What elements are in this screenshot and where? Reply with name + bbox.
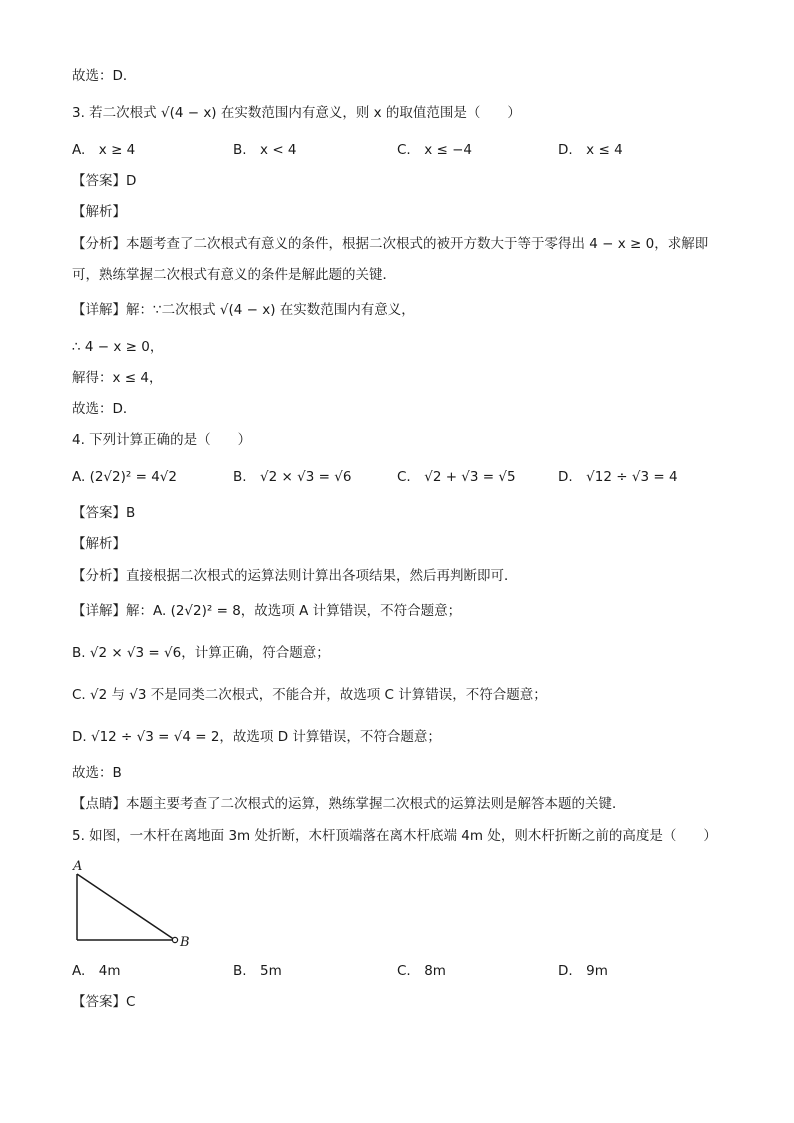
solution-text: 【详解】解：A. (2√2)² = 8，故选项 A 计算错误，不符合题意； xyxy=(72,603,462,619)
question-3: 3. 若二次根式 √(4 − x) 在实数范围内有意义，则 x 的取值范围是（ ） xyxy=(72,105,521,121)
q3-option-c: C. x ≤ −4 xyxy=(397,142,473,158)
analysis-text: 【分析】本题考查了二次根式有意义的条件，根据二次根式的被开方数大于等于零得出 4 − x ≥ 0，求解即 xyxy=(72,236,709,252)
analysis-heading: 【解析】 xyxy=(72,536,126,552)
answer-line: 【答案】B xyxy=(72,505,136,521)
q5-option-b: B. 5m xyxy=(233,963,282,979)
triangle-figure xyxy=(68,858,208,952)
analysis-heading: 【解析】 xyxy=(72,204,126,220)
q3-option-b: B. x < 4 xyxy=(233,142,297,158)
q3-option-d: D. x ≤ 4 xyxy=(558,142,623,158)
solution-text: 故选：B xyxy=(72,765,122,781)
q4-option-c: C. √2 + √3 = √5 xyxy=(397,469,516,485)
answer-line: 【答案】D xyxy=(72,173,137,189)
q3-option-a: A. x ≥ 4 xyxy=(72,142,136,158)
q5-option-a: A. 4m xyxy=(72,963,121,979)
solution-text: D. √12 ÷ √3 = √4 = 2，故选项 D 计算错误，不符合题意； xyxy=(72,729,441,745)
label-a: A xyxy=(73,859,83,874)
solution-text: 解得：x ≤ 4， xyxy=(72,370,163,386)
q4-option-a: A. (2√2)² = 4√2 xyxy=(72,469,177,485)
q5-option-c: C. 8m xyxy=(397,963,446,979)
question-5: 5. 如图，一木杆在离地面 3m 处折断，木杆顶端落在离木杆底端 4m 处，则木杆折断之前的高度是（ ） xyxy=(72,828,717,844)
solution-text: B. √2 × √3 = √6，计算正确，符合题意； xyxy=(72,645,330,661)
comment-text: 【点睛】本题主要考查了二次根式的运算，熟练掌握二次根式的运算法则是解答本题的关键． xyxy=(72,796,626,812)
label-b: B xyxy=(180,935,190,950)
q4-option-d: D. √12 ÷ √3 = 4 xyxy=(558,469,678,485)
text-line: 故选：D． xyxy=(72,68,137,84)
broken-top-segment xyxy=(77,874,175,940)
analysis-text: 【分析】直接根据二次根式的运算法则计算出各项结果，然后再判断即可． xyxy=(72,568,518,584)
point-b-marker xyxy=(172,937,177,942)
q4-option-b: B. √2 × √3 = √6 xyxy=(233,469,352,485)
solution-text: 故选：D． xyxy=(72,401,137,417)
q5-option-d: D. 9m xyxy=(558,963,608,979)
answer-line: 【答案】C xyxy=(72,994,136,1010)
analysis-text: 可，熟练掌握二次根式有意义的条件是解此题的关键． xyxy=(72,267,396,283)
solution-text: ∴ 4 − x ≥ 0， xyxy=(72,339,164,355)
solution-text: C. √2 与 √3 不是同类二次根式，不能合并，故选项 C 计算错误，不符合题意； xyxy=(72,687,547,703)
solution-text: 【详解】解：∵二次根式 √(4 − x) 在实数范围内有意义， xyxy=(72,302,415,318)
question-4: 4. 下列计算正确的是（ ） xyxy=(72,432,252,448)
